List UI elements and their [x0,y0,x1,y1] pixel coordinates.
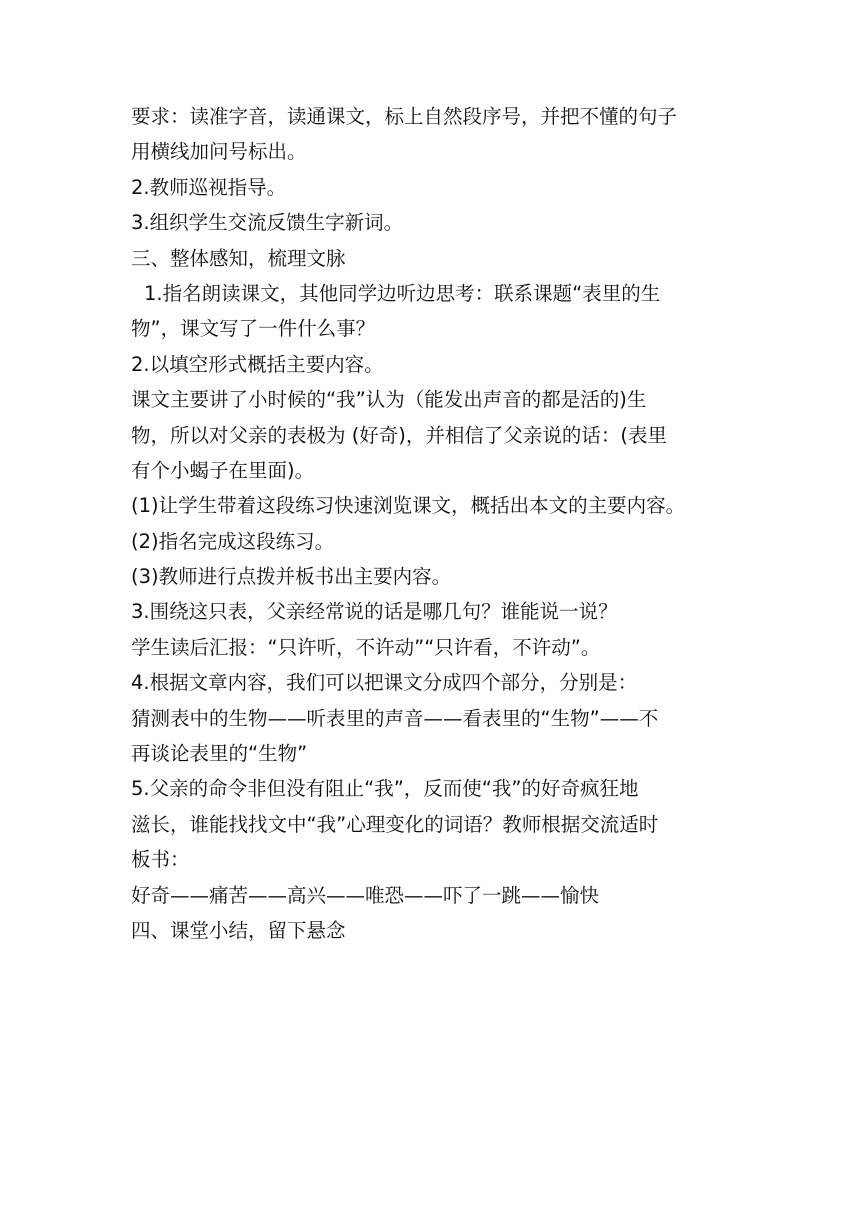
text-line-subitem-1: (1)让学生带着这段练习快速浏览课文，概括出本文的主要内容。 [131,494,686,518]
text-line-fill-blank-1: 课文主要讲了小时候的“我”认为（能发出声音的都是活的)生 [131,388,647,412]
text-line-parts-2: 再谈论表里的“生物” [131,742,308,766]
text-line-subitem-2: (2)指名完成这段练习。 [131,529,335,553]
text-line-item-5: 5.父亲的命令非但没有阻止“我”，反而使“我”的好奇疯狂地 [131,777,639,801]
text-line-student-report: 学生读后汇报：“只许听，不许动”“只许看，不许动”。 [131,635,601,659]
text-line-item-1-cont: 物”，课文写了一件什么事？ [131,317,376,341]
text-line-parts-1: 猜测表中的生物——听表里的声音——看表里的“生物”——不 [131,706,659,730]
text-line-item-2: 2.以填空形式概括主要内容。 [131,352,384,376]
text-line-item-3: 3.围绕这只表，父亲经常说的话是哪几句？谁能说一说？ [131,600,618,624]
document-body [131,99,741,948]
text-line-requirement: 要求：读准字音，读通课文，标上自然段序号，并把不懂的句子 [131,105,678,128]
text-line-board: 板书： [131,848,190,872]
text-line-fill-blank-3: 有个小蝎子在里面)。 [131,458,315,482]
text-line-emotion-words: 好奇——痛苦——高兴——唯恐——吓了一跳——愉快 [131,883,600,907]
text-line-item-4: 4.根据文章内容，我们可以把课文分成四个部分，分别是： [131,671,638,695]
text-line-step-3: 3.组织学生交流反馈生字新词。 [131,211,404,235]
section-heading-4: 四、课堂小结，留下悬念 [131,918,346,942]
text-line-fill-blank-2: 物，所以对父亲的表极为 (好奇)，并相信了父亲说的话：(表里 [131,423,668,447]
text-line-requirement-cont: 用横线加问号标出。 [131,140,307,164]
section-heading-3: 三、整体感知，梳理文脉 [131,246,346,270]
text-line-item-1: 1.指名朗读课文，其他同学边听边思考：联系课题“表里的生 [144,281,661,305]
text-line-subitem-3: (3)教师进行点拨并板书出主要内容。 [131,565,452,589]
text-line-step-2: 2.教师巡视指导。 [131,175,287,199]
text-line-item-5-cont: 滋长，谁能找找文中“我”心理变化的词语？教师根据交流适时 [131,812,659,836]
